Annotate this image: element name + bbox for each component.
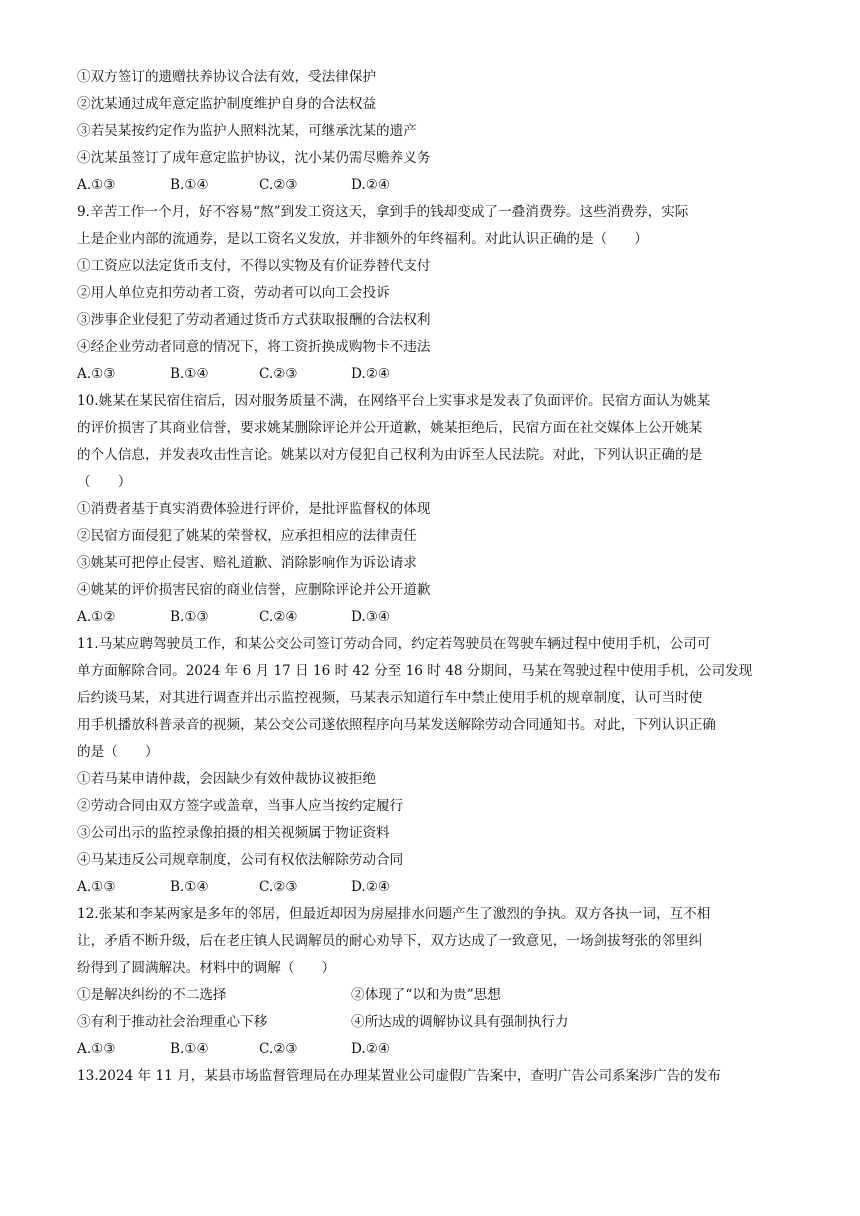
q10-option-b: B.①③ xyxy=(170,609,209,625)
q9-option-d: D.②④ xyxy=(351,366,391,382)
q10-stem-line-2: 的评价损害了其商业信誉，要求姚某删除评论并公开道歉，姚某拒绝后，民宿方面在社交媒体上公开姚某 xyxy=(77,420,703,436)
q8-option-a: A.①③ xyxy=(77,177,116,193)
q9-option-c: C.②③ xyxy=(259,366,298,382)
q8-item-1: ①双方签订的遗赠扶养协议合法有效，受法律保护 xyxy=(77,69,377,85)
q11-stem-line-3: 后约谈马某，对其进行调查并出示监控视频，马某表示知道行车中禁止使用手机的规章制度，认可当时使 xyxy=(77,690,703,706)
q11-option-d: D.②④ xyxy=(351,879,391,895)
q10-item-4: ④姚某的评价损害民宿的商业信誉，应删除评论并公开道歉 xyxy=(77,582,431,598)
q9-stem-line-2: 上是企业内部的流通券，是以工资名义发放，并非额外的年终福利。对此认识正确的是（ ） xyxy=(77,231,648,247)
q8-option-c: C.②③ xyxy=(259,177,298,193)
q9-item-1: ①工资应以法定货币支付，不得以实物及有价证券替代支付 xyxy=(77,258,431,274)
q8-option-b: B.①④ xyxy=(170,177,209,193)
q10-option-a: A.①② xyxy=(77,609,116,625)
q9-option-b: B.①④ xyxy=(170,366,209,382)
q10-item-1: ①消费者基于真实消费体验进行评价，是批评监督权的体现 xyxy=(77,501,431,517)
q10-stem-line-1: 10.姚某在某民宿住宿后，因对服务质量不满，在网络平台上实事求是发表了负面评价。民宿方面认为姚某 xyxy=(77,393,711,409)
q11-option-c: C.②③ xyxy=(259,879,298,895)
q11-item-4: ④马某违反公司规章制度，公司有权依法解除劳动合同 xyxy=(77,852,404,868)
q10-item-2: ②民宿方面侵犯了姚某的荣誉权，应承担相应的法律责任 xyxy=(77,528,417,544)
q11-stem-line-5: 的是（ ） xyxy=(77,744,159,760)
q12-option-c: C.②③ xyxy=(259,1041,298,1057)
q11-stem-line-4: 用手机播放科普录音的视频，某公交公司遂依照程序向马某发送解除劳动合同通知书。对此，下列认识正确 xyxy=(77,717,716,733)
q10-option-d: D.③④ xyxy=(351,609,391,625)
q11-item-2: ②劳动合同由双方签字或盖章，当事人应当按约定履行 xyxy=(77,798,404,814)
q13-stem-line-1: 13.2024 年 11 月，某县市场监督管理局在办理某置业公司虚假广告案中，查明广告公司系案涉广告的发布 xyxy=(77,1068,721,1084)
q11-option-b: B.①④ xyxy=(170,879,209,895)
q12-stem-line-2: 让，矛盾不断升级，后在老庄镇人民调解员的耐心劝导下，双方达成了一致意见，一场剑拔弩张的邻里纠 xyxy=(77,933,703,949)
q8-option-d: D.②④ xyxy=(351,177,391,193)
q10-option-c: C.②④ xyxy=(259,609,298,625)
q9-option-a: A.①③ xyxy=(77,366,116,382)
q9-stem-line-1: 9.辛苦工作一个月，好不容易“熬”到发工资这天，拿到手的钱却变成了一叠消费券。这些消费券，实际 xyxy=(77,204,689,220)
q9-item-3: ③涉事企业侵犯了劳动者通过货币方式获取报酬的合法权利 xyxy=(77,312,431,328)
q8-item-4: ④沈某虽签订了成年意定监护协议，沈小某仍需尽赡养义务 xyxy=(77,150,431,166)
q11-item-1: ①若马某申请仲裁，会因缺少有效仲裁协议被拒绝 xyxy=(77,771,377,787)
q9-item-4: ④经企业劳动者同意的情况下，将工资折换成购物卡不违法 xyxy=(77,339,431,355)
q9-item-2: ②用人单位克扣劳动者工资，劳动者可以向工会投诉 xyxy=(77,285,390,301)
q12-item-1: ①是解决纠纷的不二选择 xyxy=(77,987,227,1003)
q8-item-2: ②沈某通过成年意定监护制度维护自身的合法权益 xyxy=(77,96,377,112)
q10-stem-line-4: （ ） xyxy=(77,474,132,490)
q8-item-3: ③若吴某按约定作为监护人照料沈某，可继承沈某的遗产 xyxy=(77,123,417,139)
q11-stem-line-2: 单方面解除合同。2024 年 6 月 17 日 16 时 42 分至 16 时 48 分期间，马某在驾驶过程中使用手机，公司发现 xyxy=(77,663,753,679)
q12-option-a: A.①③ xyxy=(77,1041,116,1057)
q12-item-2: ②体现了“以和为贵”思想 xyxy=(351,987,501,1003)
q12-option-d: D.②④ xyxy=(351,1041,391,1057)
q12-option-b: B.①④ xyxy=(170,1041,209,1057)
q10-item-3: ③姚某可把停止侵害、赔礼道歉、消除影响作为诉讼请求 xyxy=(77,555,417,571)
q11-item-3: ③公司出示的监控录像拍摄的相关视频属于物证资料 xyxy=(77,825,390,841)
q10-stem-line-3: 的个人信息，并发表攻击性言论。姚某以对方侵犯自己权利为由诉至人民法院。对此，下列认识正确的是 xyxy=(77,447,703,463)
q11-option-a: A.①③ xyxy=(77,879,116,895)
q12-item-3: ③有利于推动社会治理重心下移 xyxy=(77,1014,268,1030)
q11-stem-line-1: 11.马某应聘驾驶员工作，和某公交公司签订劳动合同，约定若驾驶员在驾驶车辆过程中使用手机，公司可 xyxy=(77,636,711,652)
q12-item-4: ④所达成的调解协议具有强制执行力 xyxy=(351,1014,569,1030)
q12-stem-line-3: 纷得到了圆满解决。材料中的调解（ ） xyxy=(77,960,336,976)
q12-stem-line-1: 12.张某和李某两家是多年的邻居，但最近却因为房屋排水问题产生了激烈的争执。双方各执一词，互不相 xyxy=(77,906,711,922)
